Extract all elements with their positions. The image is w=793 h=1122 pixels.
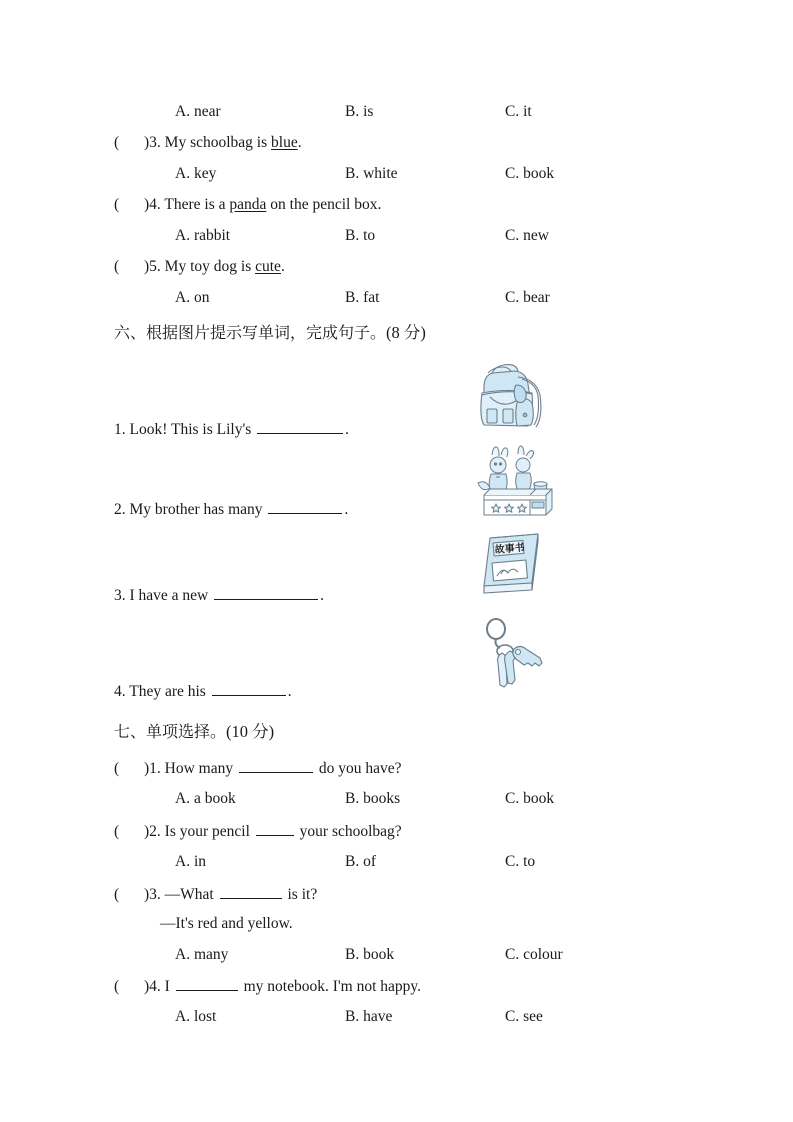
question-number: 2.: [149, 823, 161, 840]
question-text-tail: my notebook. I'm not happy.: [239, 978, 422, 995]
question-row[interactable]: [114, 257, 285, 277]
question-text-tail: is it?: [283, 886, 318, 903]
question-row[interactable]: [114, 821, 402, 842]
option-a: A. on: [175, 289, 210, 306]
item-text: Look! This is Lily's: [125, 421, 256, 438]
section-points: (8 分): [386, 323, 426, 342]
option-b: B. white: [345, 165, 398, 182]
underlined-word: cute: [255, 258, 281, 275]
section-title: 单项选择。: [146, 722, 227, 741]
answer-blank[interactable]: [176, 976, 238, 991]
question-number: 1.: [149, 760, 161, 777]
answer-bracket[interactable]: (: [114, 978, 120, 995]
section-number: 六、: [114, 323, 147, 342]
question-text: Is your pencil: [160, 823, 254, 840]
option-b: B. fat: [345, 289, 380, 306]
item-text-tail: .: [287, 683, 292, 700]
question-text: My schoolbag is: [160, 134, 272, 151]
option-b: B. of: [345, 853, 376, 870]
answer-bracket[interactable]: (: [114, 886, 120, 903]
story-book-cover-title: 故事书: [494, 542, 526, 557]
keys-illustration: [460, 615, 570, 693]
dialogue-answer-line: —It's red and yellow.: [160, 915, 293, 932]
section-six-heading: [114, 322, 426, 344]
answer-blank[interactable]: [212, 681, 286, 696]
question-row[interactable]: [114, 884, 317, 905]
item-number: 1.: [114, 421, 126, 438]
option-b: B. books: [345, 790, 401, 807]
question-text-tail: .: [297, 134, 302, 151]
question-row[interactable]: [114, 133, 302, 153]
option-a: A. many: [175, 946, 229, 963]
item-text: They are his: [125, 683, 210, 700]
option-c: C. it: [505, 103, 532, 120]
section-points: (10 分): [226, 722, 275, 741]
bracket-close: ): [144, 134, 150, 151]
answer-blank[interactable]: [268, 499, 342, 514]
item-text: I have a new: [125, 587, 213, 604]
question-row[interactable]: [114, 758, 402, 779]
answer-blank[interactable]: [220, 884, 282, 899]
question-text-tail: on the pencil box.: [266, 196, 382, 213]
section-number: 七、: [114, 722, 147, 741]
item-number: 3.: [114, 587, 126, 604]
question-text-tail: do you have?: [315, 760, 402, 777]
option-a: A. key: [175, 165, 217, 182]
question-text-tail: .: [280, 258, 285, 275]
option-a: A. in: [175, 853, 206, 870]
answer-blank[interactable]: [256, 821, 294, 836]
schoolbag-illustration: [460, 357, 570, 435]
answer-bracket[interactable]: (: [114, 196, 120, 213]
option-c: C. book: [505, 165, 555, 182]
question-number: 5.: [149, 258, 161, 275]
question-row[interactable]: [114, 195, 381, 215]
option-a: A. lost: [175, 1008, 217, 1025]
question-text: How many: [160, 760, 237, 777]
answer-blank[interactable]: [239, 758, 313, 773]
question-text: —What: [160, 886, 218, 903]
question-text: There is a: [160, 196, 230, 213]
item-number: 2.: [114, 501, 126, 518]
option-c: C. bear: [505, 289, 550, 306]
bracket-close: ): [144, 196, 150, 213]
item-text: My brother has many: [125, 501, 267, 518]
option-c: C. to: [505, 853, 536, 870]
option-b: B. have: [345, 1008, 393, 1025]
bracket-close: ): [144, 258, 150, 275]
fill-in-item[interactable]: [114, 585, 324, 606]
question-number: 4.: [149, 196, 161, 213]
question-row[interactable]: [114, 976, 421, 997]
fill-in-item[interactable]: [114, 499, 348, 520]
answer-blank[interactable]: [257, 419, 343, 434]
option-a: A. a book: [175, 790, 236, 807]
question-text: I: [160, 978, 174, 995]
question-number: 4.: [149, 978, 161, 995]
bracket-close: ): [144, 760, 150, 777]
option-a: A. near: [175, 103, 221, 120]
underlined-word: panda: [229, 196, 267, 213]
underlined-word: blue: [271, 134, 298, 151]
option-b: B. is: [345, 103, 374, 120]
toy-box-illustration: [460, 443, 570, 521]
option-a: A. rabbit: [175, 227, 231, 244]
option-c: C. see: [505, 1008, 543, 1025]
option-b: B. book: [345, 946, 395, 963]
item-text-tail: .: [320, 587, 324, 604]
section-title: 根据图片提示写单词，完成句子。: [146, 323, 387, 342]
bracket-close: ): [144, 978, 150, 995]
question-number: 3.: [149, 886, 161, 903]
option-c: C. colour: [505, 946, 563, 963]
answer-bracket[interactable]: (: [114, 134, 120, 151]
story-book-illustration: [460, 528, 570, 606]
question-text-tail: your schoolbag?: [295, 823, 402, 840]
fill-in-item[interactable]: [114, 419, 349, 440]
item-number: 4.: [114, 683, 126, 700]
answer-bracket[interactable]: (: [114, 258, 120, 275]
answer-bracket[interactable]: (: [114, 823, 120, 840]
section-seven-heading: [114, 721, 274, 743]
answer-bracket[interactable]: (: [114, 760, 120, 777]
option-c: C. new: [505, 227, 549, 244]
bracket-close: ): [144, 886, 150, 903]
bracket-close: ): [144, 823, 150, 840]
question-text: My toy dog is: [160, 258, 256, 275]
answer-blank[interactable]: [214, 585, 318, 600]
option-c: C. book: [505, 790, 555, 807]
item-text-tail: .: [345, 421, 350, 438]
option-b: B. to: [345, 227, 376, 244]
question-number: 3.: [149, 134, 161, 151]
fill-in-item[interactable]: [114, 681, 292, 702]
item-text-tail: .: [344, 501, 349, 518]
